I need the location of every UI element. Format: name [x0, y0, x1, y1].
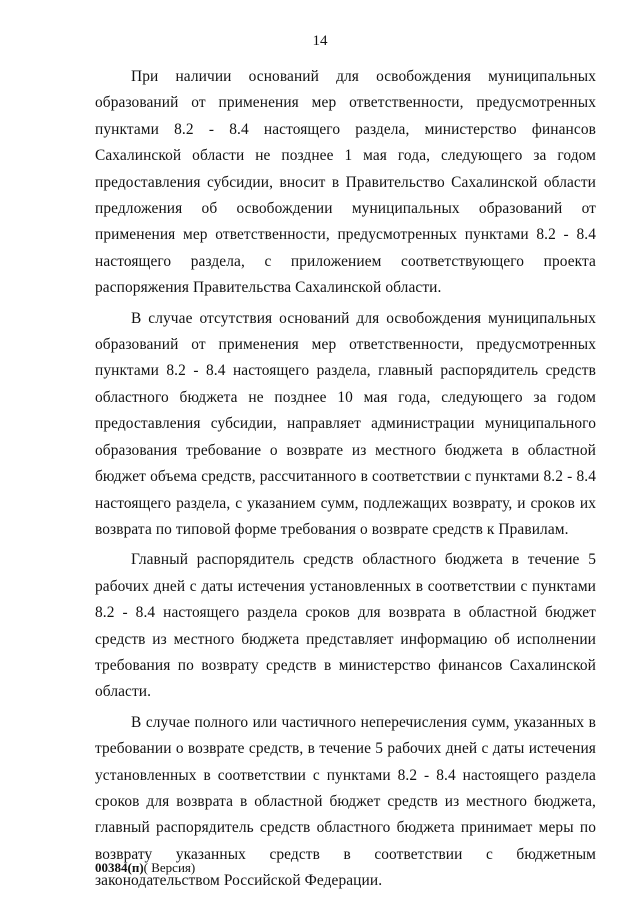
document-footer: [95, 860, 195, 876]
document-version: ( Версия): [143, 860, 196, 875]
paragraph-report-to-ministry: Главный распорядитель средств областного бюджета в течение 5 рабочих дней с даты истечения установленных в соответствии с пунктами 8.2 - 8.4 настоящего раздела сроков для возврата в областной бюджет средств из местного бюджета представляет информацию об исполнении требования по возврату средств в министерство финансов Сахалинской области.: [95, 551, 596, 701]
page-number: 14: [312, 33, 328, 49]
paragraph-refund-demand: В случае отсутствия оснований для освобождения муниципальных образований от применения мер ответственности, предусмотренных пунктами 8.2 - 8.4 настоящего раздела, главный распорядитель средств областного бюджета не позднее 10 мая года, следующего за годом предоставления субсидии, направляет администрации муниципального образования требование о возврате из местного бюджета в областной бюджет объема средств, рассчитанного в соответствии с пунктами 8.2 - 8.4 настоящего раздела, с указанием сумм, подлежащих возврату, и сроков их возврата по типовой форме требования о возврате средств к Правилам.: [95, 309, 596, 538]
paragraph-recovery-measures: В случае полного или частичного неперечисления сумм, указанных в требовании о возврате средств, в течение 5 рабочих дней с даты истечения установленных в соответствии с пунктами 8.2 - 8.4 настоящего раздела сроков для возврата в областной бюджет средств из местного бюджета, главный распорядитель средств областного бюджета принимает меры по возврату указанных средств в соответствии с бюджетным законодательством Российской Федерации.: [95, 713, 596, 890]
document-body: [95, 64, 596, 899]
document-code: 00384(п): [95, 860, 144, 875]
paragraph-exemption-proposal: При наличии оснований для освобождения муниципальных образований от применения мер ответственности, предусмотренных пунктами 8.2 - 8.4 настоящего раздела, министерство финансов Сахалинской области не позднее 1 мая года, следующего за годом предоставления субсидии, вносит в Правительство Сахалинской области предложения об освобождении муниципальных образований от применения мер ответственности, предусмотренных пунктами 8.2 - 8.4 настоящего раздела, с приложением соответствующего проекта распоряжения Правительства Сахалинской области.: [95, 68, 596, 297]
